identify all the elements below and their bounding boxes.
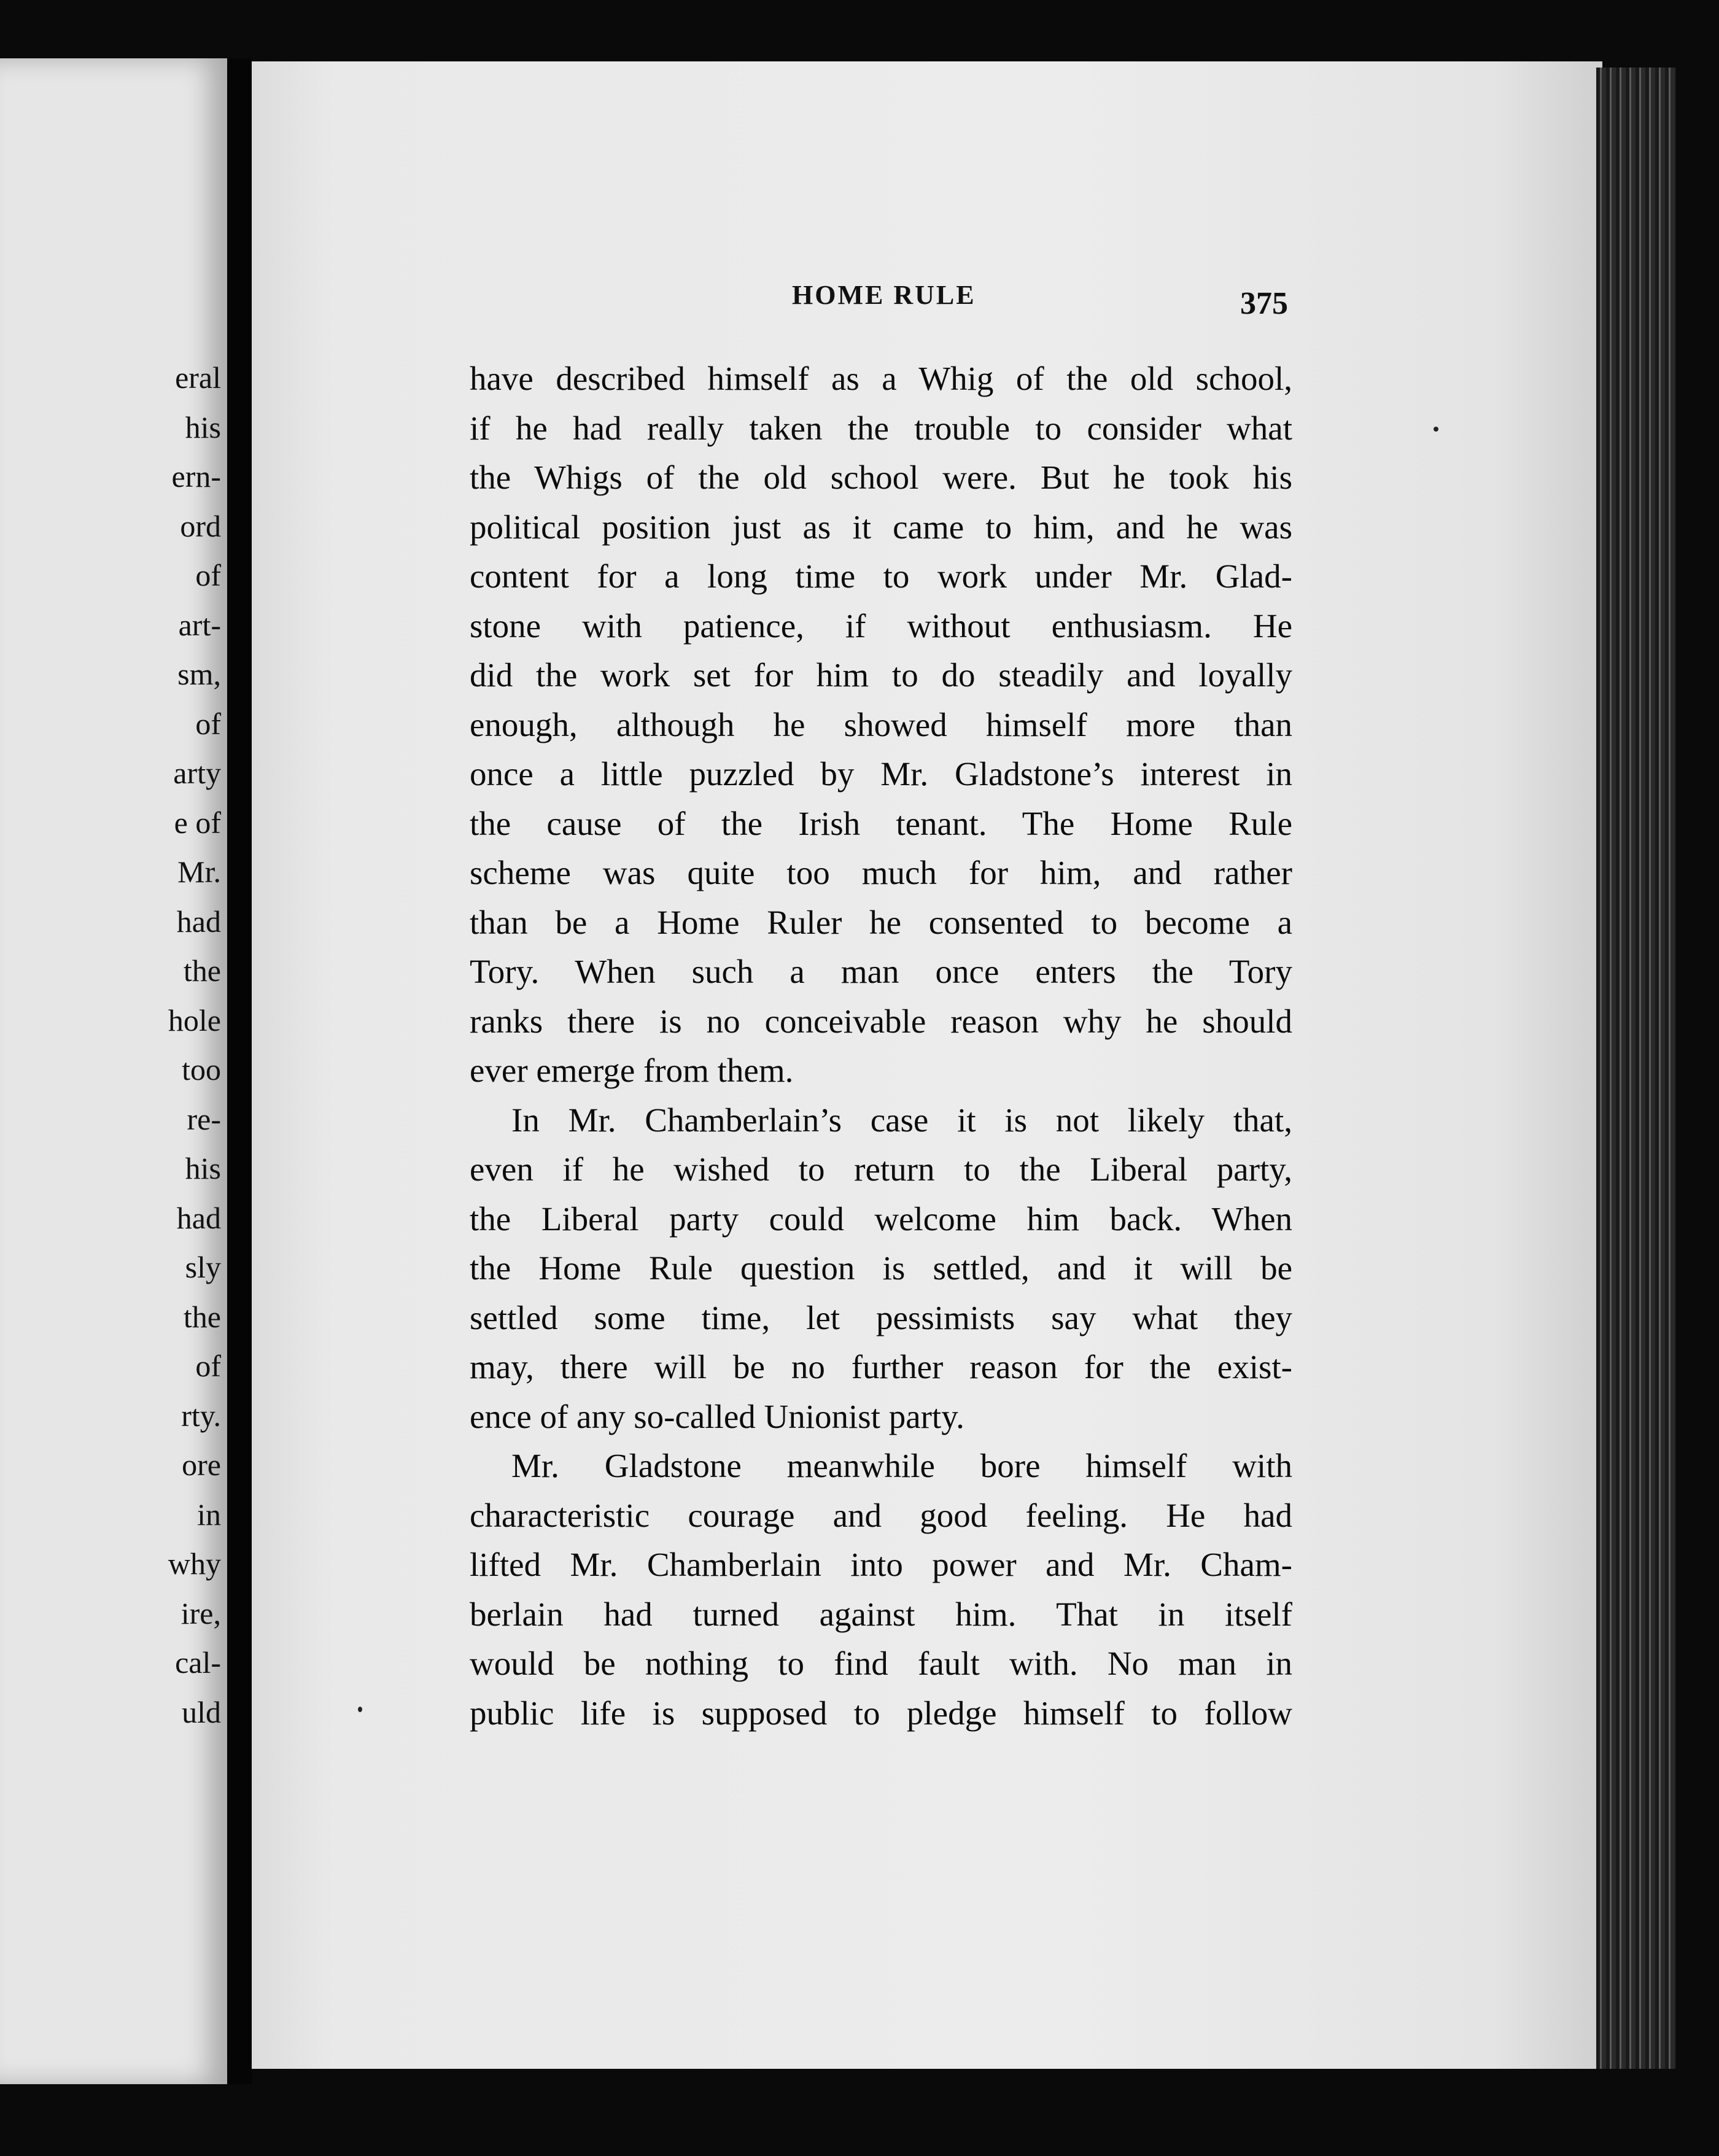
body-text [470,354,1292,1738]
text-line: than be a Home Ruler he consented to become a [470,903,1292,941]
left-page-line: ire, [180,1596,221,1631]
left-page-line: hole [168,1002,221,1037]
book-gutter [227,58,252,2084]
left-page-line: eral [175,360,221,395]
paragraph [470,1441,1292,1738]
text-line: if he had really taken the trouble to consider what [470,409,1292,447]
left-page-line: art- [178,607,221,642]
text-line: political position just as it came to him, and he was [470,508,1292,546]
left-page-line: sm, [177,657,221,691]
left-page-line: Mr. [177,855,221,889]
left-page-line: the [183,1299,221,1334]
left-page-line: in [197,1497,221,1532]
left-page-line: the [183,953,221,988]
paper-speck [1434,427,1438,432]
left-page-line: his [185,409,221,444]
text-line: did the work set for him to do steadily and loyally [470,656,1292,694]
text-line: the Whigs of the old school were. But he took his [470,459,1292,496]
running-head: HOME RULE [792,280,976,310]
left-page-line: of [195,706,221,741]
text-line: Mr. Gladstone meanwhile bore himself with [511,1447,1292,1484]
left-page-line: rty. [181,1398,221,1433]
left-page-line: ord [180,508,221,543]
paragraph [470,354,1292,1096]
left-page-line: had [176,904,221,939]
text-line: public life is supposed to pledge himself to follow [470,1694,1292,1732]
text-line: would be nothing to find fault with. No man in [470,1645,1292,1682]
text-line: ever emerge from them. [470,1052,794,1089]
left-page-text [0,353,227,1737]
text-line: the Home Rule question is settled, and it will be [470,1249,1292,1287]
left-page-line: ore [182,1448,221,1482]
paper-speck [358,1707,362,1712]
left-page-line: of [195,1349,221,1383]
text-line: berlain had turned against him. That in itself [470,1595,1292,1633]
text-line: enough, although he showed himself more than [470,705,1292,743]
text-line: characteristic courage and good feeling. He had [470,1496,1292,1534]
text-line: Tory. When such a man once enters the Tory [470,953,1292,990]
text-line: may, there will be no further reason for the exist- [470,1348,1292,1386]
text-line: ence of any so-called Unionist party. [470,1397,964,1435]
left-page-line: cal- [175,1645,221,1680]
left-page-line: his [185,1151,221,1185]
left-page-line: arty [173,756,221,790]
left-page-line: ern- [171,459,221,494]
left-page-line: re- [187,1101,221,1136]
text-line: scheme was quite too much for him, and rather [470,854,1292,891]
paragraph [470,1096,1292,1442]
page-edges [1596,68,1676,2069]
left-page-line: uld [182,1694,221,1729]
left-page [0,58,227,2084]
text-line: once a little puzzled by Mr. Gladstone’s interest in [470,755,1292,793]
text-line: the Liberal party could welcome him back. When [470,1200,1292,1238]
text-line: In Mr. Chamberlain’s case it is not likely that, [511,1101,1292,1139]
text-line: content for a long time to work under Mr. Glad- [470,557,1292,595]
text-line: even if he wished to return to the Liberal party, [470,1150,1292,1188]
left-page-line: why [168,1546,221,1581]
left-page-line: of [195,558,221,592]
left-page-line: had [176,1200,221,1235]
text-line: stone with patience, if without enthusiasm. He [470,607,1292,645]
text-line: the cause of the Irish tenant. The Home Rule [470,804,1292,842]
left-page-line: e of [174,805,221,840]
page-number: 375 [1240,286,1288,321]
left-page-line: too [182,1052,221,1087]
left-page-line: sly [185,1250,221,1284]
text-line: settled some time, let pessimists say what they [470,1298,1292,1336]
text-line: have described himself as a Whig of the old school, [470,360,1292,397]
text-line: ranks there is no conceivable reason why he should [470,1002,1292,1040]
text-line: lifted Mr. Chamberlain into power and Mr. Cham- [470,1546,1292,1583]
